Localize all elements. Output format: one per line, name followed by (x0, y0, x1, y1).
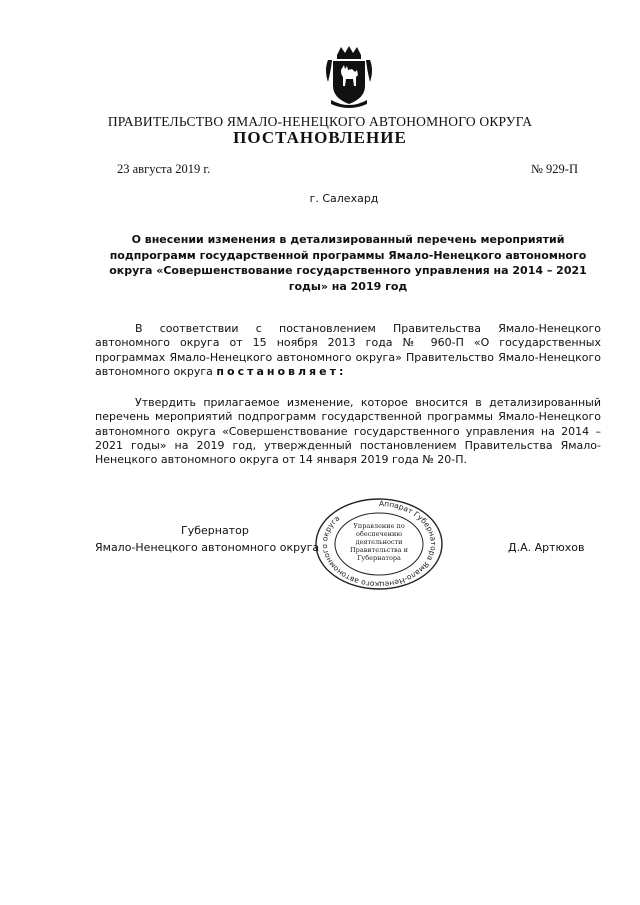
yamal-coat-of-arms-icon (322, 46, 376, 110)
stamp-ring-text: Аппарат Губернатора Ямало-Ненецкого автономного округа (319, 498, 438, 590)
document-type: ПОСТАНОВЛЕНИЕ (233, 128, 407, 147)
decrees-word: постановляет: (216, 364, 347, 378)
document-date: 23 августа 2019 г. (117, 162, 211, 176)
stamp-center-text: Управление по обеспечению деятельности Правительства и Губернатора (350, 522, 408, 562)
preamble-paragraph (95, 322, 601, 379)
government-name: ПРАВИТЕЛЬСТВО ЯМАЛО-НЕНЕЦКОГО АВТОНОМНОГО ОКРУГА (107, 114, 533, 129)
official-stamp (313, 494, 445, 590)
signatory-name: Д.А. Артюхов (508, 541, 585, 554)
signatory-region: Ямало-Ненецкого автономного округа (95, 541, 320, 554)
document-number: № 929-П (531, 162, 578, 176)
document-city: г. Салехард (309, 192, 379, 205)
preamble-text: В соответствии с постановлением Правительства Ямало-Ненецкого автономного округа от 15 ноября 2013 года № 960-П «О государственных программах Ямало-Ненецкого автономного округа» Правительство Ямало-Ненецкого автономного округа (95, 322, 601, 378)
operative-paragraph: Утвердить прилагаемое изменение, которое вносится в детализированный перечень мероприятий подпрограмм государственной программы Ямало-Ненецкого автономного округа «Совершенствование государственного управления на 2014 – 2021 годы» на 2019 год, утвержденный постановлением Правительства Ямало-Ненецкого автономного округа от 14 января 2019 года № 20-П. (95, 396, 601, 467)
document-title: О внесении изменения в детализированный перечень мероприятий подпрограмм государственной программы Ямало-Ненецкого автономного округа «Совершенствование государственного управления на 2014 – 2021 годы» на 2019 год (109, 233, 587, 293)
signatory-title: Губернатор (181, 524, 249, 537)
